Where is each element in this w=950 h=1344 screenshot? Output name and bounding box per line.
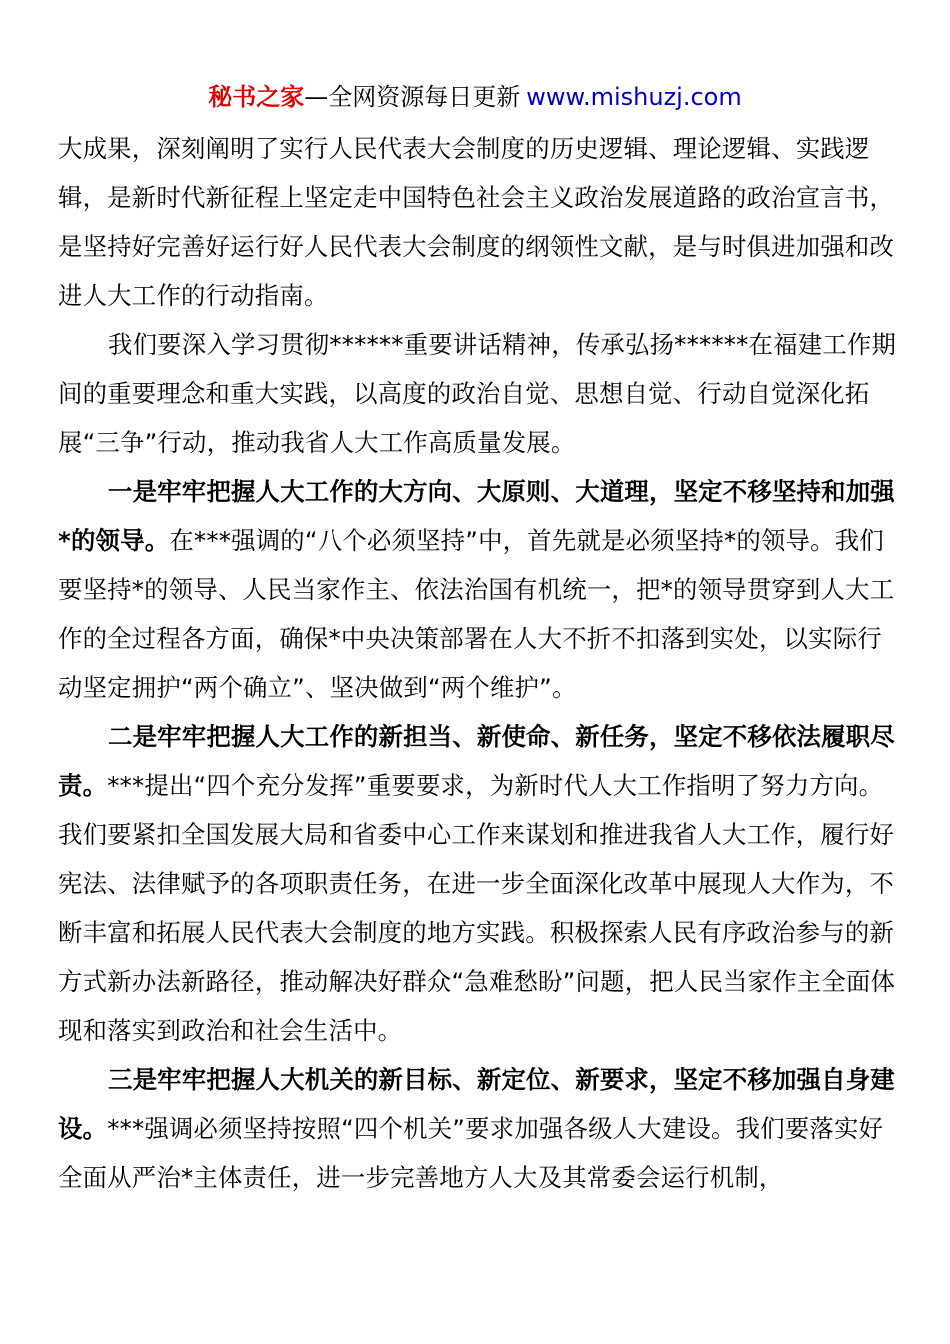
paragraph-point-3 bbox=[58, 1055, 898, 1202]
brand-name: 秘书之家 bbox=[208, 83, 305, 111]
document-body bbox=[58, 124, 898, 1202]
paragraph-point-1 bbox=[58, 467, 898, 712]
header-tagline: —全网资源每日更新 bbox=[304, 83, 521, 111]
paragraph-text: ***强调必须坚持按照“四个机关”要求加强各级人大建设。我们要落实好全面从严治*主体责任，进一步完善地方人大及其常委会运行机制， bbox=[58, 1114, 884, 1192]
point-heading: 二是牢牢把握人大工作的新担当、新使命、新任务，坚定不移依法履职尽责。 bbox=[58, 722, 895, 800]
paragraph-continued bbox=[58, 124, 898, 320]
paragraph bbox=[58, 320, 898, 467]
site-url-link[interactable]: www.mishuzj.com bbox=[526, 83, 742, 111]
paragraph-point-2 bbox=[58, 712, 898, 1055]
point-heading: 三是牢牢把握人大机关的新目标、新定位、新要求，坚定不移加强自身建设。 bbox=[58, 1065, 895, 1143]
paragraph-text: 我们要深入学习贯彻******重要讲话精神，传承弘扬******在福建工作期间的重要理念和重大实践，以高度的政治自觉、思想自觉、行动自觉深化拓展“三争”行动，推动我省人大工作高质量发展。 bbox=[58, 330, 897, 457]
paragraph-text: 大成果，深刻阐明了实行人民代表大会制度的历史逻辑、理论逻辑、实践逻辑，是新时代新征程上坚定走中国特色社会主义政治发展道路的政治宣言书，是坚持好完善好运行好人民代表大会制度的纲领性文献，是与时俱进加强和改进人大工作的行动指南。 bbox=[58, 134, 895, 310]
paragraph-text: ***提出“四个充分发挥”重要要求，为新时代人大工作指明了努力方向。我们要紧扣全国发展大局和省委中心工作来谋划和推进我省人大工作，履行好宪法、法律赋予的各项职责任务，在进一步全面深化改革中展现人大作为，不断丰富和拓展人民代表大会制度的地方实践。积极探索人民有序政治参与的新方式新办法新路径，推动解决好群众“急难愁盼”问题，把人民当家作主全面体现和落实到政治和社会生活中。 bbox=[58, 771, 896, 1045]
paragraph-text: 在***强调的“八个必须坚持”中，首先就是必须坚持*的领导。我们要坚持*的领导、人民当家作主、依法治国有机统一，把*的领导贯穿到人大工作的全过程各方面，确保*中央决策部署在人大不折不扣落到实处，以实际行动坚定拥护“两个确立”、坚决做到“两个维护”。 bbox=[58, 526, 895, 702]
point-heading: 一是牢牢把握人大工作的大方向、大原则、大道理，坚定不移坚持和加强*的领导。 bbox=[58, 477, 895, 555]
page-header bbox=[0, 80, 950, 114]
